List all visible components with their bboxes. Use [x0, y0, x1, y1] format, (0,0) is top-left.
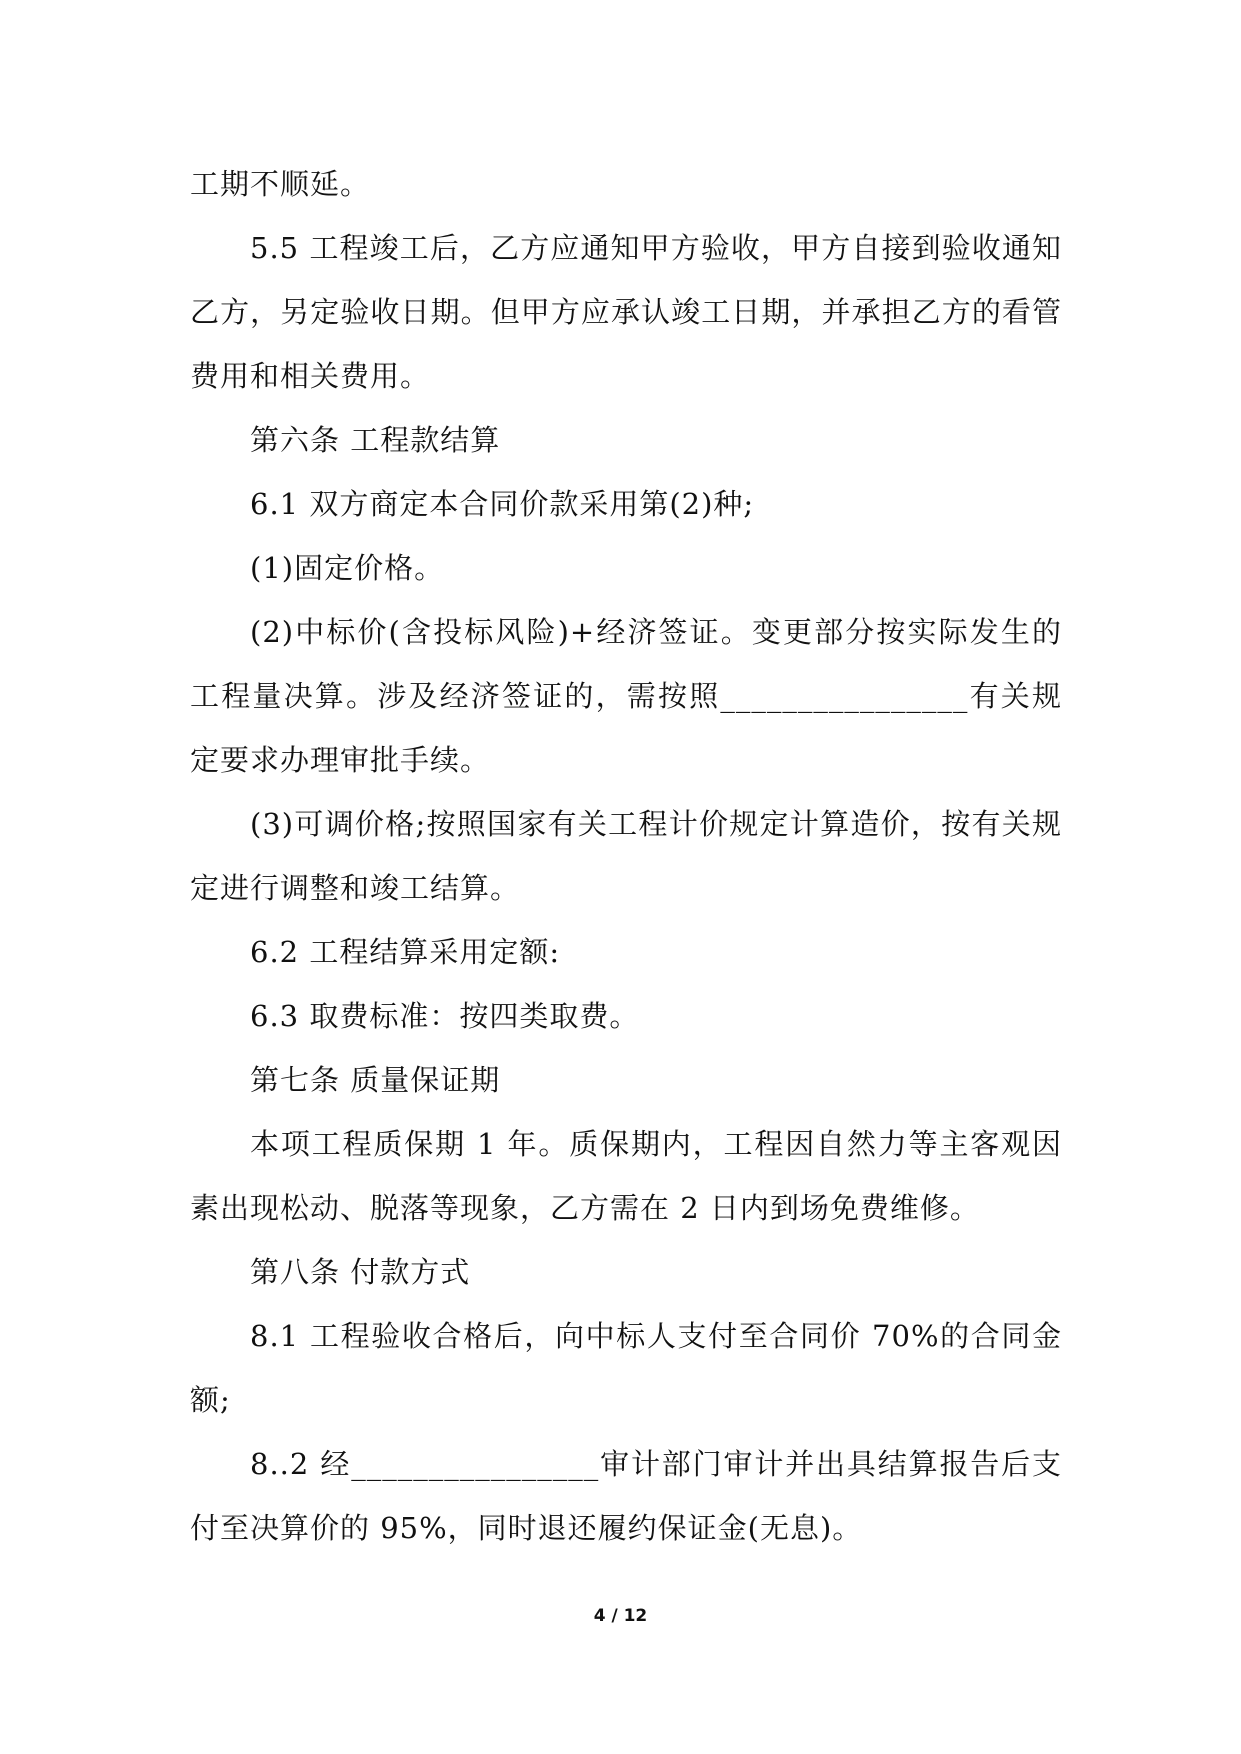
paragraph-6-1-option-3: (3)可调价格;按照国家有关工程计价规定计算造价，按有关规定进行调整和竣工结算。 [190, 807, 1062, 905]
heading-article-8: 第八条 付款方式 [250, 1255, 471, 1289]
document-body [190, 152, 1062, 1560]
paragraph-schedule-not-extended: 工期不顺延。 [190, 167, 371, 201]
page-number: 4 / 12 [593, 1606, 648, 1626]
paragraph-6-2: 6.2 工程结算采用定额: [250, 935, 561, 969]
paragraph-6-1-option-2: (2)中标价(含投标风险)+经济签证。变更部分按实际发生的工程量决算。涉及经济签证的，需按照________________有关规定要求办理审批手续。 [190, 615, 1062, 777]
paragraph-6-1: 6.1 双方商定本合同价款采用第(2)种; [250, 487, 755, 521]
paragraph-5-5-acceptance: 5.5 工程竣工后，乙方应通知甲方验收，甲方自接到验收通知乙方，另定验收日期。但甲方应承认竣工日期，并承担乙方的看管费用和相关费用。 [190, 231, 1062, 393]
paragraph-6-1-option-1: (1)固定价格。 [250, 551, 445, 585]
heading-article-6: 第六条 工程款结算 [250, 423, 501, 457]
heading-article-7: 第七条 质量保证期 [250, 1063, 501, 1097]
paragraph-6-3: 6.3 取费标准：按四类取费。 [250, 999, 640, 1033]
paragraph-8-2: 8..2 经________________审计部门审计并出具结算报告后支付至决算价的 95%，同时退还履约保证金(无息)。 [190, 1447, 1062, 1545]
paragraph-warranty: 本项工程质保期 1 年。质保期内，工程因自然力等主客观因素出现松动、脱落等现象，乙方需在 2 日内到场免费维修。 [190, 1127, 1062, 1225]
paragraph-8-1: 8.1 工程验收合格后，向中标人支付至合同价 70%的合同金额; [190, 1319, 1062, 1417]
